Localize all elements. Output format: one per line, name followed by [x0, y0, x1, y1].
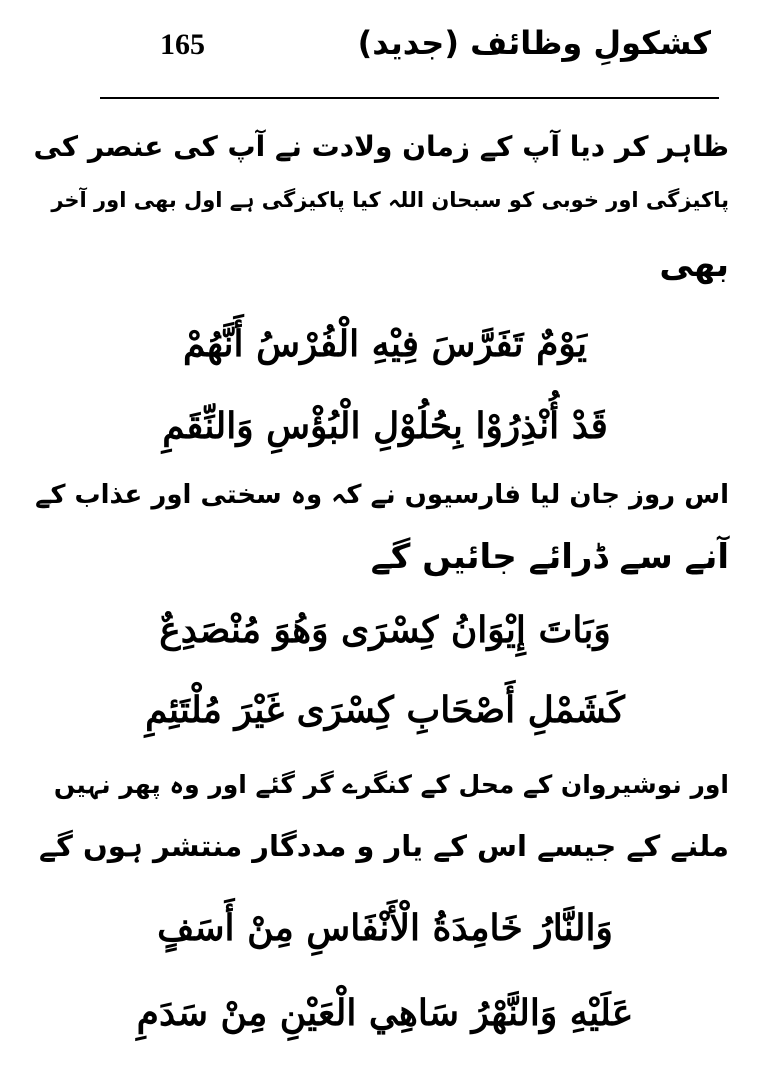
page-number: 165: [160, 28, 205, 61]
verse-line: وَالنَّارُ خَامِدَةُ الْأَنْفَاسِ مِنْ أَسَفٍ: [157, 907, 613, 949]
verse-line: وَبَاتَ إِيْوَانُ كِسْرَى وَهُوَ مُنْصَدِعٌ: [159, 609, 611, 651]
header-divider: [100, 97, 719, 99]
prose-line: ظاہر کر دیا آپ کے زمان ولادت نے آپ کی عنصر کی: [33, 130, 729, 163]
prose-line: آنے سے ڈرائے جائیں گے: [370, 537, 729, 577]
prose-line: ملنے کے جیسے اس کے یار و مددگار منتشر ہوں گے: [39, 829, 729, 863]
prose-line: پاکیزگی اور خوبی کو سبحان اللہ کیا پاکیزگی ہے اول بھی اور آخر: [51, 188, 729, 212]
prose-line: بھی: [659, 245, 729, 285]
verse-line: كَشَمْلِ أَصْحَابِ كِسْرَى غَيْرَ مُلْتَئِمِ: [145, 689, 625, 731]
verse-line: يَوْمٌ تَفَرَّسَ فِيْهِ الْفُرْسُ أَنَّهُمْ: [182, 323, 587, 365]
verse-line: قَدْ أُنْذِرُوْا بِحُلُوْلِ الْبُؤْسِ وَالنِّقَمِ: [162, 405, 608, 447]
verse-line: عَلَيْهِ وَالنَّهْرُ سَاهِي الْعَيْنِ مِنْ سَدَمِ: [136, 992, 634, 1034]
book-title: کشکولِ وظائف (جدید): [357, 24, 711, 62]
prose-line: اس روز جان لیا فارسیوں نے کہ وہ سختی اور عذاب کے: [35, 480, 729, 510]
prose-line: اور نوشیروان کے محل کے کنگرے گر گئے اور وہ پھر نہیں: [53, 770, 729, 799]
